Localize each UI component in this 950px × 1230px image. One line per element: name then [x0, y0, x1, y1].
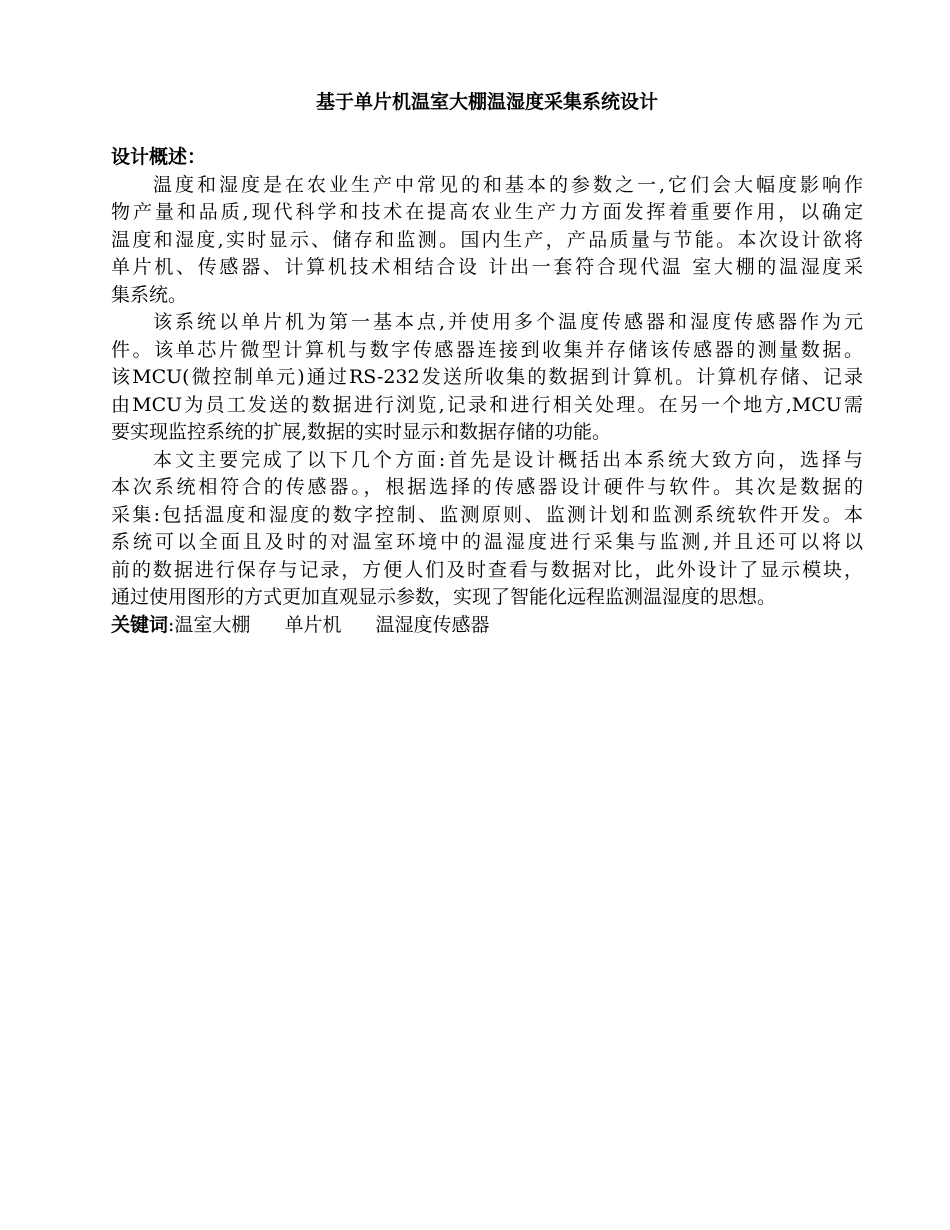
keywords-separator: :	[168, 613, 175, 636]
paragraph-line: 该系统以单片机为第一基本点,并使用多个温度传感器和湿度传感器作为元	[153, 311, 863, 333]
keywords-line	[111, 612, 863, 640]
paragraph-line: 由MCU为员工发送的数据进行浏览,记录和进行相关处理。在另一个地方,MCU需	[111, 393, 863, 416]
paragraph-line: 集系统。	[111, 283, 188, 306]
paragraph-line: 该MCU(微控制单元)通过RS-232发送所收集的数据到计算机。计算机存储、记录	[111, 366, 863, 388]
paragraph-line: 本次系统相符合的传感器。，根据选择的传感器设计硬件与软件。其次是数据的	[111, 476, 863, 498]
keyword-item: 温湿度传感器	[375, 613, 490, 636]
paragraph-line: 物产量和品质,现代科学和技术在提高农业生产力方面发挥着重要作用，以确定	[111, 201, 863, 223]
section-heading: 设计概述：	[111, 146, 207, 168]
paragraph-line: 采集:包括温度和湿度的数字控制、监测原则、监测计划和监测系统软件开发。本	[111, 503, 863, 526]
paragraph-3	[111, 447, 863, 612]
paragraph-line: 件。该单芯片微型计算机与数字传感器连接到收集并存储该传感器的测量数据。	[111, 338, 863, 361]
keywords-label: 关键词	[111, 613, 169, 636]
paragraph-line: 温度和湿度,实时显示、储存和监测。国内生产，产品质量与节能。本次设计欲将	[111, 228, 863, 251]
paragraph-line: 要实现监控系统的扩展,数据的实时显示和数据存储的功能。	[111, 421, 612, 443]
keyword-item: 温室大棚	[174, 613, 251, 636]
document-body	[111, 144, 863, 639]
paragraph-line: 前的数据进行保存与记录，方便人们及时查看与数据对比，此外设计了显示模块，	[111, 558, 863, 581]
paragraph-line: 系统可以全面且及时的对温室环境中的温湿度进行采集与监测,并且还可以将以	[111, 531, 863, 553]
paragraph-2	[111, 309, 863, 447]
document-title: 基于单片机温室大棚温湿度采集系统设计	[315, 91, 658, 113]
paragraph-line: 单片机、传感器、计算机技术相结合设 计出一套符合现代温 室大棚的温湿度采	[111, 256, 863, 278]
paragraph-line: 本文主要完成了以下几个方面:首先是设计概括出本系统大致方向，选择与	[153, 448, 863, 471]
paragraph-line: 温度和湿度是在农业生产中常见的和基本的参数之一,它们会大幅度影响作	[153, 173, 863, 196]
keyword-item: 单片机	[284, 613, 342, 636]
paragraph-line: 通过使用图形的方式更加直观显示参数，实现了智能化远程监测温湿度的思想。	[111, 586, 777, 608]
paragraph-1	[111, 172, 863, 310]
